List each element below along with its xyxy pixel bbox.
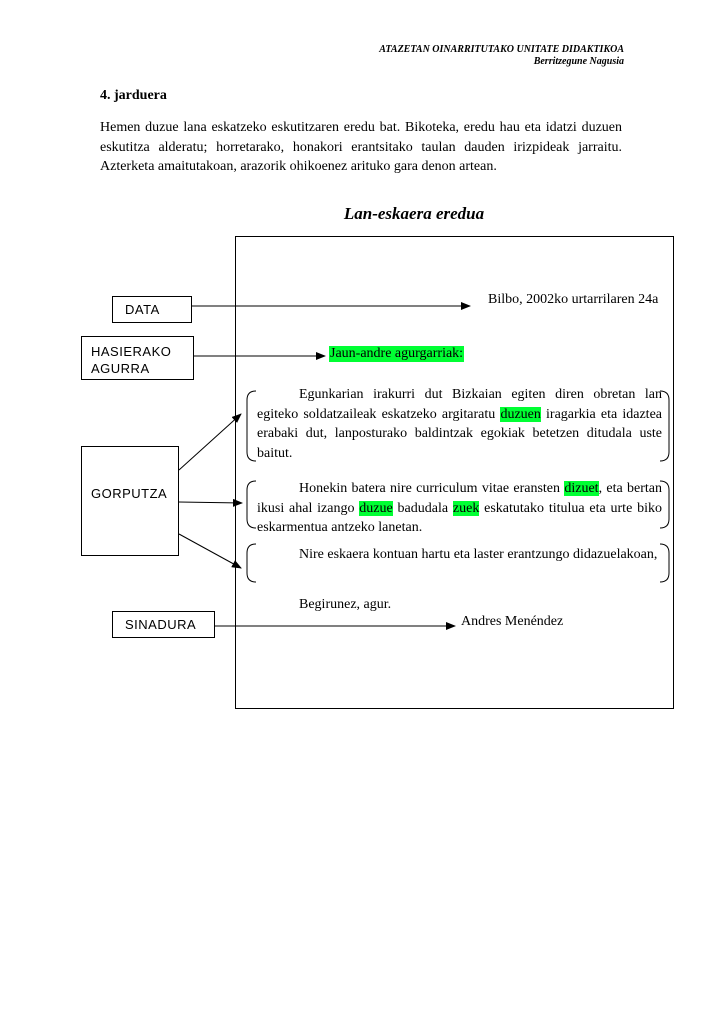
letter-paragraph-2 — [257, 479, 662, 538]
letter-greeting: Jaun-andre agurgarriak: — [330, 346, 464, 361]
p2-text-d: eskatutako titulua eta urte biko eskarmentua antzeko lanetan. — [257, 500, 662, 535]
arrow-gorputza-3 — [179, 534, 241, 568]
label-data: DATA — [125, 302, 160, 317]
p1-highlight-duzuen: duzuen — [500, 406, 541, 422]
activity-title: 4. jarduera — [100, 88, 167, 103]
activity-intro: Hemen duzue lana eskatzeko eskutitzaren eredu bat. Bikoteka, eredu hau eta idatzi duzuen eskutitza alderatu; horretarako, honakori erantsitako taulan dauden irizpideak jarraitu. Azterketa amaitutakoan, arazorik ohikoenez arituko gara denon artean. — [100, 120, 622, 174]
p2-highlight-dizuet: dizuet — [564, 481, 599, 496]
p2-text-c: badudala — [392, 500, 453, 516]
document-header-subtitle: Berritzegune Nagusia — [533, 56, 624, 67]
letter-paragraph-1 — [257, 385, 662, 463]
p2-highlight-zuek: zuek — [452, 500, 480, 516]
arrow-gorputza-1 — [179, 414, 241, 470]
p3-text: Nire eskaera kontuan hartu eta laster erantzungo didazuelakoan, — [299, 547, 658, 562]
label-agurra: AGURRA — [91, 361, 150, 376]
p1-text-b: iragarkia eta idaztea erabaki dut, lanposturako baldintzak egokiak betetzen ditudala uste baitut. — [257, 406, 663, 461]
p2-highlight-duzue: duzue — [359, 500, 393, 516]
document-header-title: ATAZETAN OINARRITUTAKO UNITATE DIDAKTIKOA — [379, 44, 624, 55]
label-sinadura: SINADURA — [125, 617, 197, 632]
model-title: Lan-eskaera eredua — [343, 204, 485, 223]
label-hasierako: HASIERAKO — [91, 344, 172, 359]
letter-closing: Begirunez, agur. — [299, 597, 392, 612]
arrow-gorputza-2 — [179, 502, 242, 503]
p2-text-a: Honekin batera nire curriculum vitae eransten — [299, 481, 565, 496]
brace-left-p2 — [247, 481, 256, 528]
p1-text-a: Egunkarian irakurri dut Bizkaian egiten diren obretan lan egiteko soldatzaileak eskatzeko argitaratu — [257, 387, 662, 422]
letter-signer: Andres Menéndez — [461, 614, 564, 629]
p2-text-b: , eta bertan ikusi ahal izango — [257, 481, 662, 516]
brace-left-p1 — [247, 391, 256, 461]
brace-left-p3 — [247, 544, 256, 582]
letter-paragraph-3 — [257, 545, 662, 565]
label-gorputza: GORPUTZA — [91, 486, 168, 501]
letter-date: Bilbo, 2002ko urtarrilaren 24a — [488, 292, 659, 307]
